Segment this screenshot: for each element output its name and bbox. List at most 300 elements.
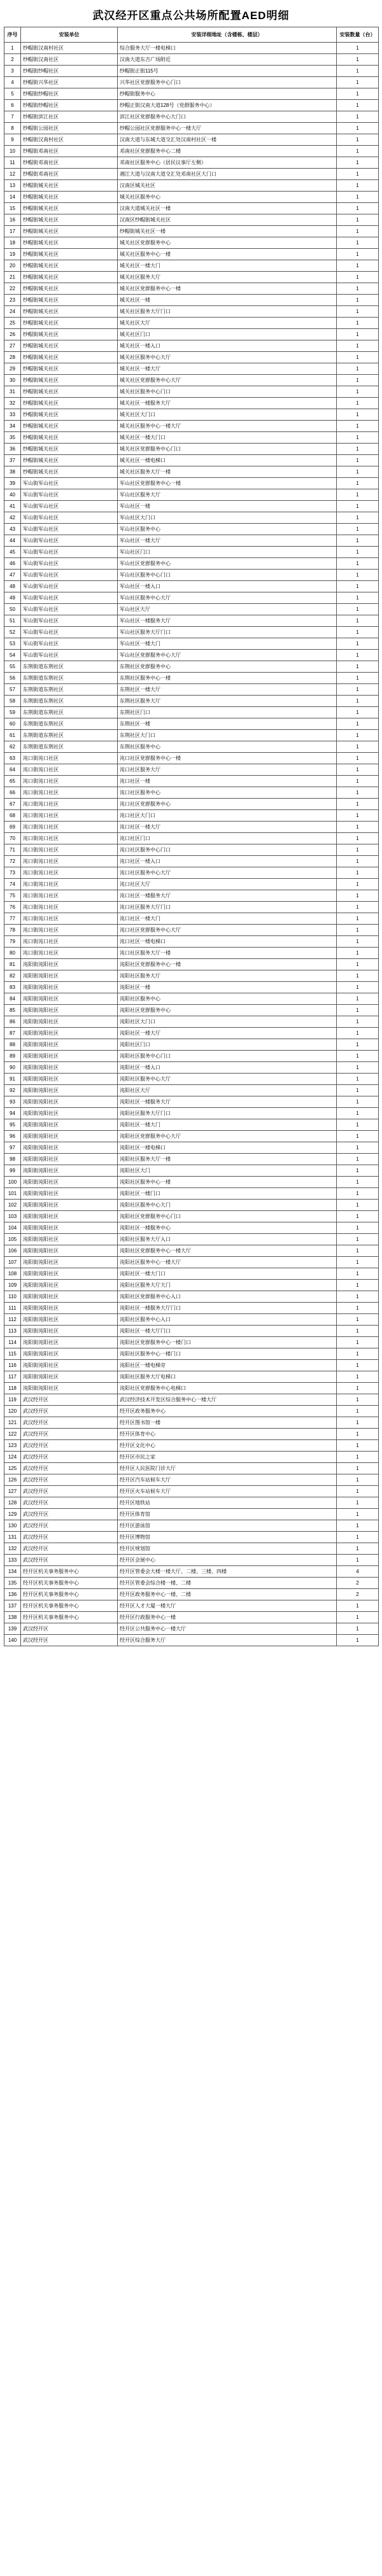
cell-count: 1 — [337, 1429, 379, 1440]
cell-unit: 军山街军山社区 — [21, 604, 118, 615]
cell-unit: 沌阳街沌阳社区 — [21, 1371, 118, 1383]
cell-location: 沌口社区党群服务中心 — [118, 799, 337, 810]
cell-index: 115 — [4, 1348, 21, 1360]
cell-location: 经开区人才大厦一楼大厅 — [118, 1600, 337, 1612]
table-row — [4, 1062, 379, 1074]
cell-unit: 沌口街沌口社区 — [21, 936, 118, 948]
cell-unit: 军山街军山社区 — [21, 501, 118, 512]
cell-location: 东荆社区大门口 — [118, 730, 337, 741]
table-row — [4, 856, 379, 867]
cell-unit: 纱帽街城关社区 — [21, 386, 118, 398]
header-count: 安装数量（台） — [337, 27, 379, 43]
table-row — [4, 180, 379, 192]
cell-count: 1 — [337, 489, 379, 501]
cell-index: 16 — [4, 214, 21, 226]
cell-count: 1 — [337, 283, 379, 295]
cell-count: 1 — [337, 615, 379, 627]
cell-unit: 武汉经开区 — [21, 1452, 118, 1463]
cell-index: 129 — [4, 1509, 21, 1520]
cell-location: 经开区政务服务中心一楼、二楼 — [118, 1589, 337, 1600]
cell-location: 沌口社区服务大厅 — [118, 764, 337, 776]
cell-location: 军山社区一楼服务大厅 — [118, 615, 337, 627]
header-unit: 安装单位 — [21, 27, 118, 43]
cell-count: 1 — [337, 993, 379, 1005]
cell-count: 1 — [337, 1188, 379, 1200]
cell-count: 1 — [337, 810, 379, 822]
cell-unit: 纱帽街城关社区 — [21, 306, 118, 318]
cell-index: 20 — [4, 260, 21, 272]
cell-index: 55 — [4, 661, 21, 673]
cell-location: 沌口社区党群服务中心一楼 — [118, 753, 337, 764]
cell-index: 38 — [4, 466, 21, 478]
cell-index: 96 — [4, 1131, 21, 1142]
cell-unit: 纱帽街城关社区 — [21, 260, 118, 272]
cell-count: 1 — [337, 822, 379, 833]
table-row — [4, 512, 379, 524]
cell-index: 65 — [4, 776, 21, 787]
cell-location: 沌口社区服务大厅门口 — [118, 902, 337, 913]
cell-count: 1 — [337, 696, 379, 707]
cell-index: 91 — [4, 1074, 21, 1085]
cell-count: 1 — [337, 592, 379, 604]
cell-index: 47 — [4, 570, 21, 581]
cell-count: 1 — [337, 432, 379, 444]
table-row — [4, 673, 379, 684]
cell-location: 纱帽街服务中心 — [118, 88, 337, 100]
cell-index: 24 — [4, 306, 21, 318]
cell-index: 90 — [4, 1062, 21, 1074]
table-row — [4, 1497, 379, 1509]
cell-unit: 军山街军山社区 — [21, 478, 118, 489]
cell-index: 63 — [4, 753, 21, 764]
cell-index: 15 — [4, 203, 21, 214]
cell-index: 68 — [4, 810, 21, 822]
cell-count: 1 — [337, 1303, 379, 1314]
table-row — [4, 1268, 379, 1280]
cell-index: 30 — [4, 375, 21, 386]
cell-unit: 沌口街沌口社区 — [21, 856, 118, 867]
cell-location: 东荆社区服务大厅 — [118, 696, 337, 707]
table-row — [4, 1520, 379, 1532]
cell-count: 1 — [337, 638, 379, 650]
cell-location: 城关社区服务中心一楼大厅 — [118, 421, 337, 432]
cell-index: 78 — [4, 925, 21, 936]
cell-unit: 军山街军山社区 — [21, 638, 118, 650]
cell-location: 经开区体育中心 — [118, 1429, 337, 1440]
cell-index: 125 — [4, 1463, 21, 1474]
cell-index: 103 — [4, 1211, 21, 1222]
cell-index: 43 — [4, 524, 21, 535]
cell-count: 1 — [337, 203, 379, 214]
cell-count: 1 — [337, 180, 379, 192]
cell-unit: 沌阳街沌阳社区 — [21, 1245, 118, 1257]
cell-location: 军山社区一楼大门 — [118, 638, 337, 650]
cell-index: 86 — [4, 1016, 21, 1028]
cell-unit: 沌阳街沌阳社区 — [21, 1096, 118, 1108]
cell-location: 沌阳社区一楼入口 — [118, 1062, 337, 1074]
cell-count: 1 — [337, 718, 379, 730]
cell-count: 1 — [337, 948, 379, 959]
cell-index: 41 — [4, 501, 21, 512]
table-row — [4, 764, 379, 776]
cell-index: 85 — [4, 1005, 21, 1016]
cell-count: 1 — [337, 1108, 379, 1119]
cell-location: 纱帽街城关社区一楼 — [118, 226, 337, 237]
cell-unit: 沌口街沌口社区 — [21, 902, 118, 913]
cell-index: 122 — [4, 1429, 21, 1440]
cell-count: 1 — [337, 1177, 379, 1188]
cell-location: 东荆社区一楼大厅 — [118, 684, 337, 696]
cell-index: 138 — [4, 1612, 21, 1623]
cell-unit: 纱帽街邓南社区 — [21, 146, 118, 157]
cell-count: 1 — [337, 1635, 379, 1646]
table-row — [4, 799, 379, 810]
cell-location: 经开区汽车站候车大厅 — [118, 1474, 337, 1486]
cell-location: 邓南社区党群服务中心二楼 — [118, 146, 337, 157]
table-row — [4, 1165, 379, 1177]
cell-location: 沌口社区服务中心大厅 — [118, 867, 337, 879]
cell-count: 1 — [337, 512, 379, 524]
cell-index: 19 — [4, 249, 21, 260]
cell-index: 37 — [4, 455, 21, 466]
cell-index: 88 — [4, 1039, 21, 1051]
cell-location: 沌阳社区一楼电梯口 — [118, 1142, 337, 1154]
cell-location: 沌阳社区党群服务中心电梯口 — [118, 1383, 337, 1394]
table-row — [4, 902, 379, 913]
cell-count: 1 — [337, 1623, 379, 1635]
cell-unit: 东荆街道东荆社区 — [21, 673, 118, 684]
cell-count: 1 — [337, 1200, 379, 1211]
table-row — [4, 993, 379, 1005]
cell-count: 1 — [337, 1268, 379, 1280]
cell-index: 2 — [4, 54, 21, 66]
cell-location: 邓南社区服务中心（居民议事厅左侧） — [118, 157, 337, 169]
cell-index: 59 — [4, 707, 21, 718]
cell-unit: 沌阳街沌阳社区 — [21, 1211, 118, 1222]
table-row — [4, 879, 379, 890]
cell-count: 1 — [337, 501, 379, 512]
cell-count: 1 — [337, 169, 379, 180]
cell-unit: 军山街军山社区 — [21, 627, 118, 638]
cell-location: 沌口社区一楼电梯口 — [118, 936, 337, 948]
cell-count: 1 — [337, 581, 379, 592]
cell-unit: 沌阳街沌阳社区 — [21, 959, 118, 970]
cell-unit: 武汉经开区 — [21, 1543, 118, 1555]
cell-count: 1 — [337, 787, 379, 799]
cell-unit: 军山街军山社区 — [21, 558, 118, 570]
cell-index: 71 — [4, 844, 21, 856]
cell-index: 123 — [4, 1440, 21, 1452]
cell-location: 沌阳社区党群服务中心一楼 — [118, 959, 337, 970]
cell-unit: 纱帽街城关社区 — [21, 398, 118, 409]
table-row — [4, 1360, 379, 1371]
cell-location: 军山社区党群服务中心 — [118, 558, 337, 570]
cell-unit: 沌口街沌口社区 — [21, 867, 118, 879]
table-row — [4, 1142, 379, 1154]
table-row — [4, 54, 379, 66]
table-row — [4, 295, 379, 306]
table-row — [4, 844, 379, 856]
table-row — [4, 1234, 379, 1245]
cell-count: 1 — [337, 524, 379, 535]
cell-count: 1 — [337, 1612, 379, 1623]
cell-unit: 武汉经开区 — [21, 1520, 118, 1532]
cell-index: 135 — [4, 1578, 21, 1589]
cell-count: 1 — [337, 43, 379, 54]
cell-unit: 纱帽街城关社区 — [21, 295, 118, 306]
cell-index: 46 — [4, 558, 21, 570]
cell-location: 经开区公共服务中心一楼大厅 — [118, 1623, 337, 1635]
cell-location: 沌阳社区服务中心一楼 — [118, 1177, 337, 1188]
cell-index: 132 — [4, 1543, 21, 1555]
table-row — [4, 1509, 379, 1520]
cell-count: 1 — [337, 856, 379, 867]
cell-unit: 沌阳街沌阳社区 — [21, 1360, 118, 1371]
cell-location: 军山社区大厅 — [118, 604, 337, 615]
cell-count: 1 — [337, 902, 379, 913]
cell-location: 经开区文化中心 — [118, 1440, 337, 1452]
table-row — [4, 1612, 379, 1623]
cell-unit: 武汉经开区 — [21, 1474, 118, 1486]
cell-unit: 武汉经开区 — [21, 1635, 118, 1646]
cell-index: 137 — [4, 1600, 21, 1612]
cell-unit: 武汉经开区 — [21, 1417, 118, 1429]
cell-location: 沌口社区服务中心 — [118, 787, 337, 799]
cell-index: 84 — [4, 993, 21, 1005]
cell-count: 1 — [337, 707, 379, 718]
cell-count: 1 — [337, 1085, 379, 1096]
cell-unit: 沌口街沌口社区 — [21, 787, 118, 799]
cell-location: 沌阳社区服务大厅一楼 — [118, 1154, 337, 1165]
cell-location: 军山社区门口 — [118, 547, 337, 558]
cell-unit: 沌阳街沌阳社区 — [21, 982, 118, 993]
cell-unit: 经开区机关事务服务中心 — [21, 1566, 118, 1578]
cell-count: 2 — [337, 1578, 379, 1589]
cell-location: 军山社区党群服务中心一楼 — [118, 478, 337, 489]
cell-location: 经开区综合服务大厅 — [118, 1635, 337, 1646]
cell-location: 沌阳社区一楼服务大厅门口 — [118, 1303, 337, 1314]
cell-unit: 沌阳街沌阳社区 — [21, 1108, 118, 1119]
cell-count: 1 — [337, 237, 379, 249]
cell-location: 军山社区服务中心大厅 — [118, 592, 337, 604]
cell-index: 56 — [4, 673, 21, 684]
cell-count: 1 — [337, 913, 379, 925]
cell-unit: 沌口街沌口社区 — [21, 822, 118, 833]
cell-unit: 纱帽街城关社区 — [21, 329, 118, 340]
cell-location: 军山社区服务中心门口 — [118, 570, 337, 581]
cell-index: 45 — [4, 547, 21, 558]
cell-count: 1 — [337, 375, 379, 386]
table-row — [4, 169, 379, 180]
cell-location: 滨江社区党群服务中心大门口 — [118, 111, 337, 123]
cell-count: 1 — [337, 936, 379, 948]
table-row — [4, 1600, 379, 1612]
cell-count: 2 — [337, 1589, 379, 1600]
cell-unit: 纱帽街城关社区 — [21, 214, 118, 226]
cell-index: 111 — [4, 1303, 21, 1314]
table-row — [4, 1016, 379, 1028]
table-row — [4, 1532, 379, 1543]
cell-count: 1 — [337, 1440, 379, 1452]
cell-unit: 纱帽街城关社区 — [21, 272, 118, 283]
table-row — [4, 970, 379, 982]
cell-location: 沌阳社区一楼大厅门口 — [118, 1326, 337, 1337]
cell-count: 1 — [337, 1062, 379, 1074]
cell-index: 57 — [4, 684, 21, 696]
cell-unit: 沌阳街沌阳社区 — [21, 1085, 118, 1096]
cell-index: 116 — [4, 1360, 21, 1371]
cell-location: 城关社区一楼大厅 — [118, 363, 337, 375]
cell-location: 东荆社区服务中心 — [118, 741, 337, 753]
cell-location: 沌口社区党群服务中心大厅 — [118, 925, 337, 936]
cell-location: 沌阳社区服务中心入口 — [118, 1314, 337, 1326]
cell-index: 114 — [4, 1337, 21, 1348]
cell-index: 89 — [4, 1051, 21, 1062]
cell-location: 城关社区服务中心大厅 — [118, 352, 337, 363]
cell-location: 沌阳社区服务大厅 — [118, 970, 337, 982]
cell-index: 81 — [4, 959, 21, 970]
cell-location: 沌阳社区党群服务中心入口 — [118, 1291, 337, 1303]
cell-index: 119 — [4, 1394, 21, 1406]
cell-location: 纱帽街正街115号 — [118, 66, 337, 77]
cell-unit: 沌阳街沌阳社区 — [21, 1062, 118, 1074]
cell-unit: 纱帽街城关社区 — [21, 363, 118, 375]
table-row — [4, 684, 379, 696]
table-row — [4, 890, 379, 902]
table-row — [4, 272, 379, 283]
table-row — [4, 1074, 379, 1085]
cell-location: 沌口社区服务中心门口 — [118, 844, 337, 856]
cell-count: 1 — [337, 466, 379, 478]
cell-unit: 纱帽街兴华社区 — [21, 77, 118, 88]
cell-index: 87 — [4, 1028, 21, 1039]
cell-location: 沌阳社区一楼服务中心 — [118, 1222, 337, 1234]
cell-count: 1 — [337, 1452, 379, 1463]
cell-unit: 沌阳街沌阳社区 — [21, 1165, 118, 1177]
cell-location: 沌阳社区党群服务中心大厅 — [118, 1131, 337, 1142]
cell-location: 军山社区大门口 — [118, 512, 337, 524]
cell-index: 17 — [4, 226, 21, 237]
table-row — [4, 1280, 379, 1291]
cell-index: 39 — [4, 478, 21, 489]
cell-unit: 纱帽街城关社区 — [21, 455, 118, 466]
cell-location: 经开区体育馆 — [118, 1509, 337, 1520]
cell-index: 126 — [4, 1474, 21, 1486]
cell-location: 经开区政务服务中心 — [118, 1406, 337, 1417]
cell-location: 沌口社区一楼大厅 — [118, 822, 337, 833]
table-row — [4, 398, 379, 409]
cell-location: 军山社区一楼入口 — [118, 581, 337, 592]
table-row — [4, 1486, 379, 1497]
cell-unit: 沌阳街沌阳社区 — [21, 1314, 118, 1326]
cell-count: 1 — [337, 1486, 379, 1497]
cell-location: 经开区地铁站 — [118, 1497, 337, 1509]
cell-count: 1 — [337, 306, 379, 318]
cell-count: 1 — [337, 1371, 379, 1383]
table-row — [4, 134, 379, 146]
table-row — [4, 1383, 379, 1394]
cell-count: 1 — [337, 318, 379, 329]
cell-count: 1 — [337, 684, 379, 696]
cell-location: 城关社区大门口 — [118, 409, 337, 421]
cell-count: 1 — [337, 226, 379, 237]
cell-count: 1 — [337, 363, 379, 375]
cell-unit: 武汉经开区 — [21, 1497, 118, 1509]
header-index: 序号 — [4, 27, 21, 43]
cell-index: 93 — [4, 1096, 21, 1108]
cell-index: 49 — [4, 592, 21, 604]
cell-count: 1 — [337, 1051, 379, 1062]
cell-unit: 武汉经开区 — [21, 1463, 118, 1474]
cell-index: 92 — [4, 1085, 21, 1096]
cell-unit: 纱帽街城关社区 — [21, 318, 118, 329]
cell-count: 1 — [337, 764, 379, 776]
cell-location: 沌阳社区门口 — [118, 1039, 337, 1051]
cell-index: 35 — [4, 432, 21, 444]
cell-location: 沌阳社区服务大厅电梯口 — [118, 1371, 337, 1383]
cell-unit: 沌阳街沌阳社区 — [21, 1326, 118, 1337]
cell-count: 1 — [337, 386, 379, 398]
table-row — [4, 1463, 379, 1474]
cell-location: 兴华社区党群服务中心门口 — [118, 77, 337, 88]
cell-location: 城关社区门口 — [118, 329, 337, 340]
table-row — [4, 203, 379, 214]
cell-unit: 沌阳街沌阳社区 — [21, 1383, 118, 1394]
header-location: 安装详细地址（含楼栋、楼层） — [118, 27, 337, 43]
cell-unit: 军山街军山社区 — [21, 615, 118, 627]
cell-unit: 沌口街沌口社区 — [21, 844, 118, 856]
cell-count: 1 — [337, 409, 379, 421]
table-row — [4, 466, 379, 478]
cell-location: 沌口社区门口 — [118, 833, 337, 844]
cell-location: 城关社区服务中心一楼 — [118, 249, 337, 260]
cell-count: 1 — [337, 925, 379, 936]
cell-count: 1 — [337, 157, 379, 169]
cell-unit: 沌阳街沌阳社区 — [21, 1303, 118, 1314]
cell-location: 军山社区党群服务中心大厅 — [118, 650, 337, 661]
cell-index: 6 — [4, 100, 21, 111]
cell-index: 83 — [4, 982, 21, 993]
cell-index: 53 — [4, 638, 21, 650]
table-row — [4, 627, 379, 638]
table-row — [4, 192, 379, 203]
table-row — [4, 1245, 379, 1257]
cell-count: 1 — [337, 1406, 379, 1417]
cell-location: 城关社区一楼 — [118, 295, 337, 306]
cell-count: 1 — [337, 1326, 379, 1337]
cell-index: 95 — [4, 1119, 21, 1131]
cell-unit: 纱帽街汉南村社区 — [21, 43, 118, 54]
table-row — [4, 753, 379, 764]
cell-location: 综合服务大厅一楼电梯口 — [118, 43, 337, 54]
table-row — [4, 1326, 379, 1337]
cell-count: 1 — [337, 604, 379, 615]
cell-unit: 军山街军山社区 — [21, 524, 118, 535]
cell-unit: 沌阳街沌阳社区 — [21, 1291, 118, 1303]
cell-count: 1 — [337, 1532, 379, 1543]
cell-index: 73 — [4, 867, 21, 879]
cell-location: 沌阳社区党群服务中心一楼大厅 — [118, 1245, 337, 1257]
cell-index: 139 — [4, 1623, 21, 1635]
cell-index: 76 — [4, 902, 21, 913]
cell-index: 3 — [4, 66, 21, 77]
table-row — [4, 1371, 379, 1383]
cell-location: 沌口社区一楼大门 — [118, 913, 337, 925]
cell-index: 108 — [4, 1268, 21, 1280]
cell-location: 城关社区服务中心 — [118, 192, 337, 203]
cell-unit: 纱帽街城关社区 — [21, 421, 118, 432]
cell-unit: 军山街军山社区 — [21, 535, 118, 547]
